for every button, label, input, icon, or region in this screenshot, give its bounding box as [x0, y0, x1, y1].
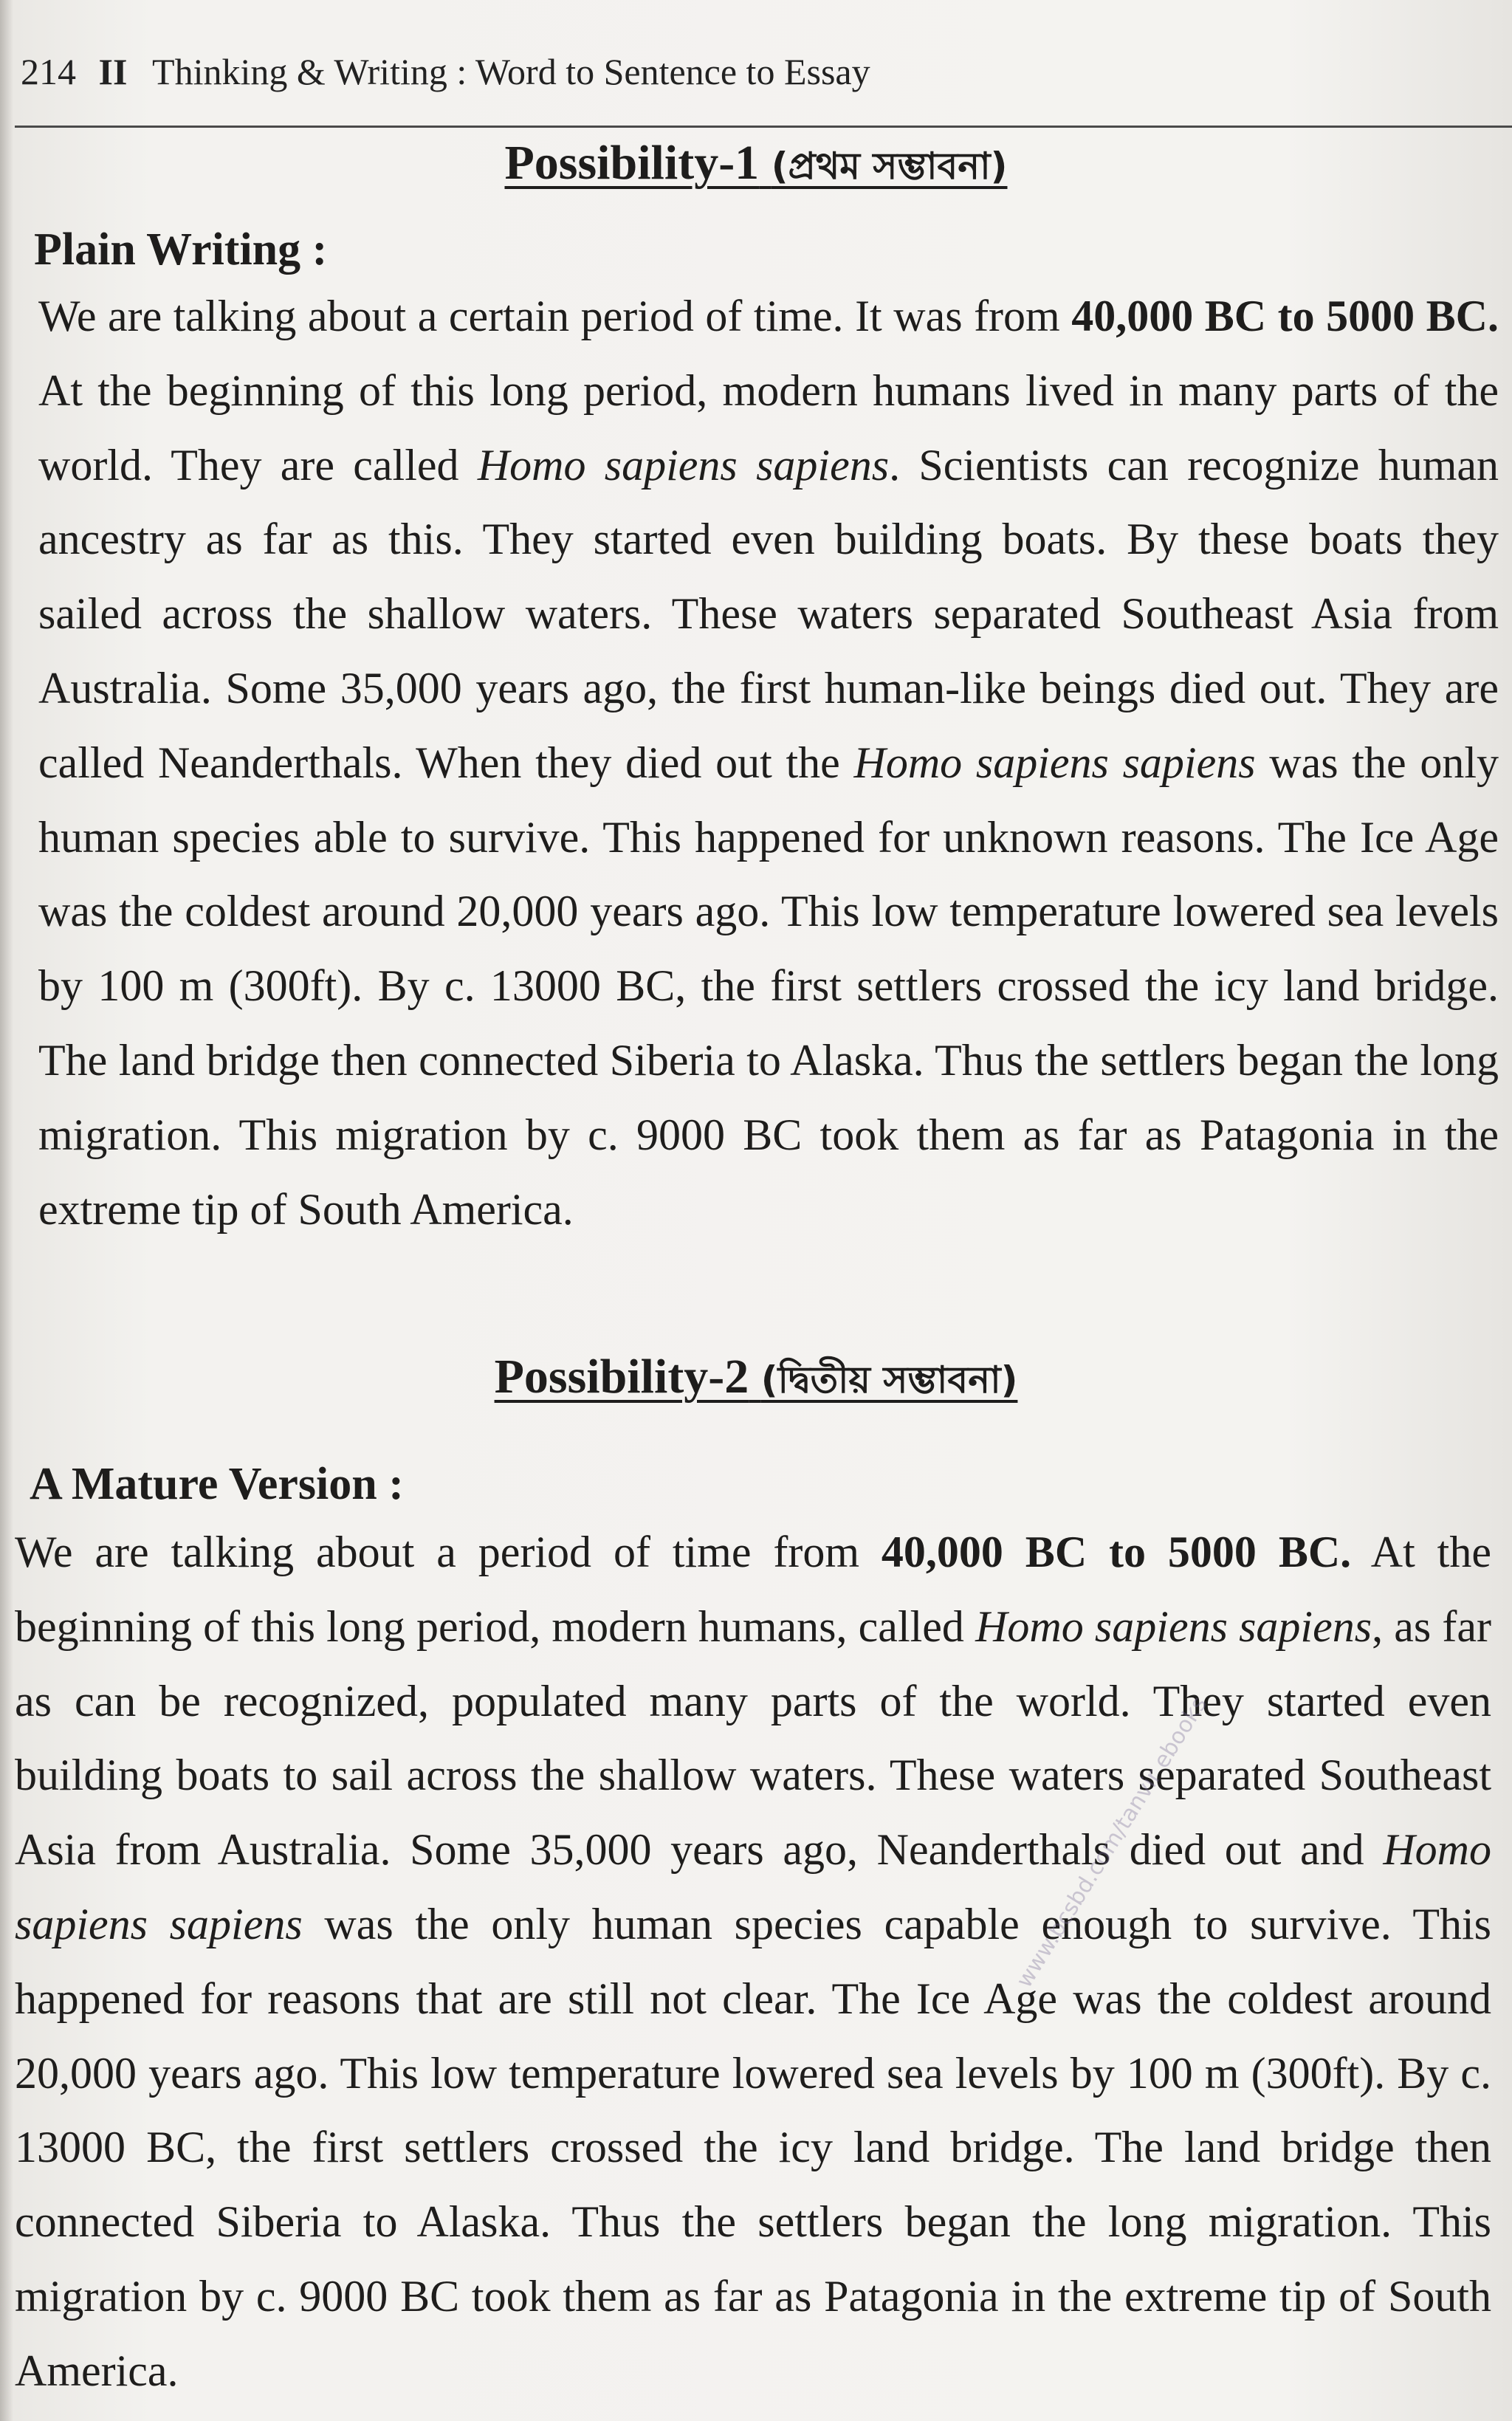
- section-heading-possibility-1: [0, 131, 1512, 198]
- text-run: Homo sapiens sapiens: [15, 1825, 1491, 1948]
- section-heading-possibility-2: [0, 1345, 1512, 1412]
- text-run: . Scientists can recognize human ancestry as far as this. They started even building boats. By these boats they sailed across the shallow waters. These waters separated Southeast Asia from Australia. Some 35,000 years ago, the first human-like beings died out. They are called Neanderthals. When they died out the: [38, 440, 1499, 787]
- subheading-mature-version: A Mature Version :: [30, 1459, 404, 1509]
- text-run: 40,000 BC to 5000 BC.: [881, 1528, 1352, 1576]
- text-run: We are talking about a certain period of time. It was from: [38, 292, 1072, 340]
- text-run: , as far as can be recognized, populated many parts of the world. They started even building boats to sail across the shallow waters. These waters separated Southeast Asia from Australia. Some 35,000 years ago, Neanderthals died out and: [15, 1601, 1491, 1875]
- subheading-plain-writing: Plain Writing :: [34, 224, 328, 275]
- heading-bengali: (দ্বিতীয় সম্ভাবনা): [760, 1359, 1018, 1401]
- text-run: Homo sapiens sapiens: [975, 1601, 1372, 1651]
- page-number: 214: [21, 51, 76, 92]
- heading-text: Possibility-1: [504, 136, 760, 190]
- watermark: www.bcsbd.com/tanvir ebooks: [1011, 1692, 1213, 1993]
- running-head: [21, 46, 1128, 97]
- text-run: 40,000 BC to 5000 BC.: [1071, 292, 1499, 340]
- book-title: Thinking & Writing : Word to Sentence to Essay: [152, 51, 870, 92]
- heading-text: Possibility-2: [494, 1350, 749, 1404]
- text-run: was the only human species able to survive. This happened for unknown reasons. The Ice Age was the coldest around 20,000 years ago. This low temperature lowered sea levels by 100 m (300ft). By c. 13000 BC, the first settlers crossed the icy land bridge. The land bridge then connected Siberia to Alaska. Thus the settlers began the long migration. This migration by c. 9000 BC took them as far as Patagonia in the extreme tip of South America.: [38, 738, 1499, 1234]
- text-run: At the beginning of this long period, modern humans, called: [15, 1528, 1491, 1651]
- heading-bengali: (প্রথম সম্ভাবনা): [771, 145, 1008, 188]
- text-run: Homo sapiens sapiens: [853, 738, 1256, 787]
- paragraph-plain-writing: [38, 279, 1499, 1246]
- paragraph-mature-version: [15, 1515, 1491, 2408]
- text-run: At the beginning of this long period, modern humans lived in many parts of the world. They are called: [38, 365, 1499, 490]
- text-run: was the only human species capable enough to survive. This happened for reasons that are still not clear. The Ice Age was the coldest around 20,000 years ago. This low temperature lowered sea levels by 100 m (300ft). By c. 13000 BC, the first settlers crossed the icy land bridge. The land bridge then connected Siberia to Alaska. Thus the settlers began the long migration. This migration by c. 9000 BC took them as far as Patagonia in the extreme tip of South America.: [15, 1899, 1492, 2395]
- text-run: Homo sapiens sapiens: [477, 440, 890, 490]
- page-gutter-shadow: [0, 0, 13, 2421]
- running-head-separator: II: [98, 51, 128, 92]
- text-run: We are talking about a period of time from: [15, 1528, 882, 1576]
- header-rule: [15, 126, 1512, 128]
